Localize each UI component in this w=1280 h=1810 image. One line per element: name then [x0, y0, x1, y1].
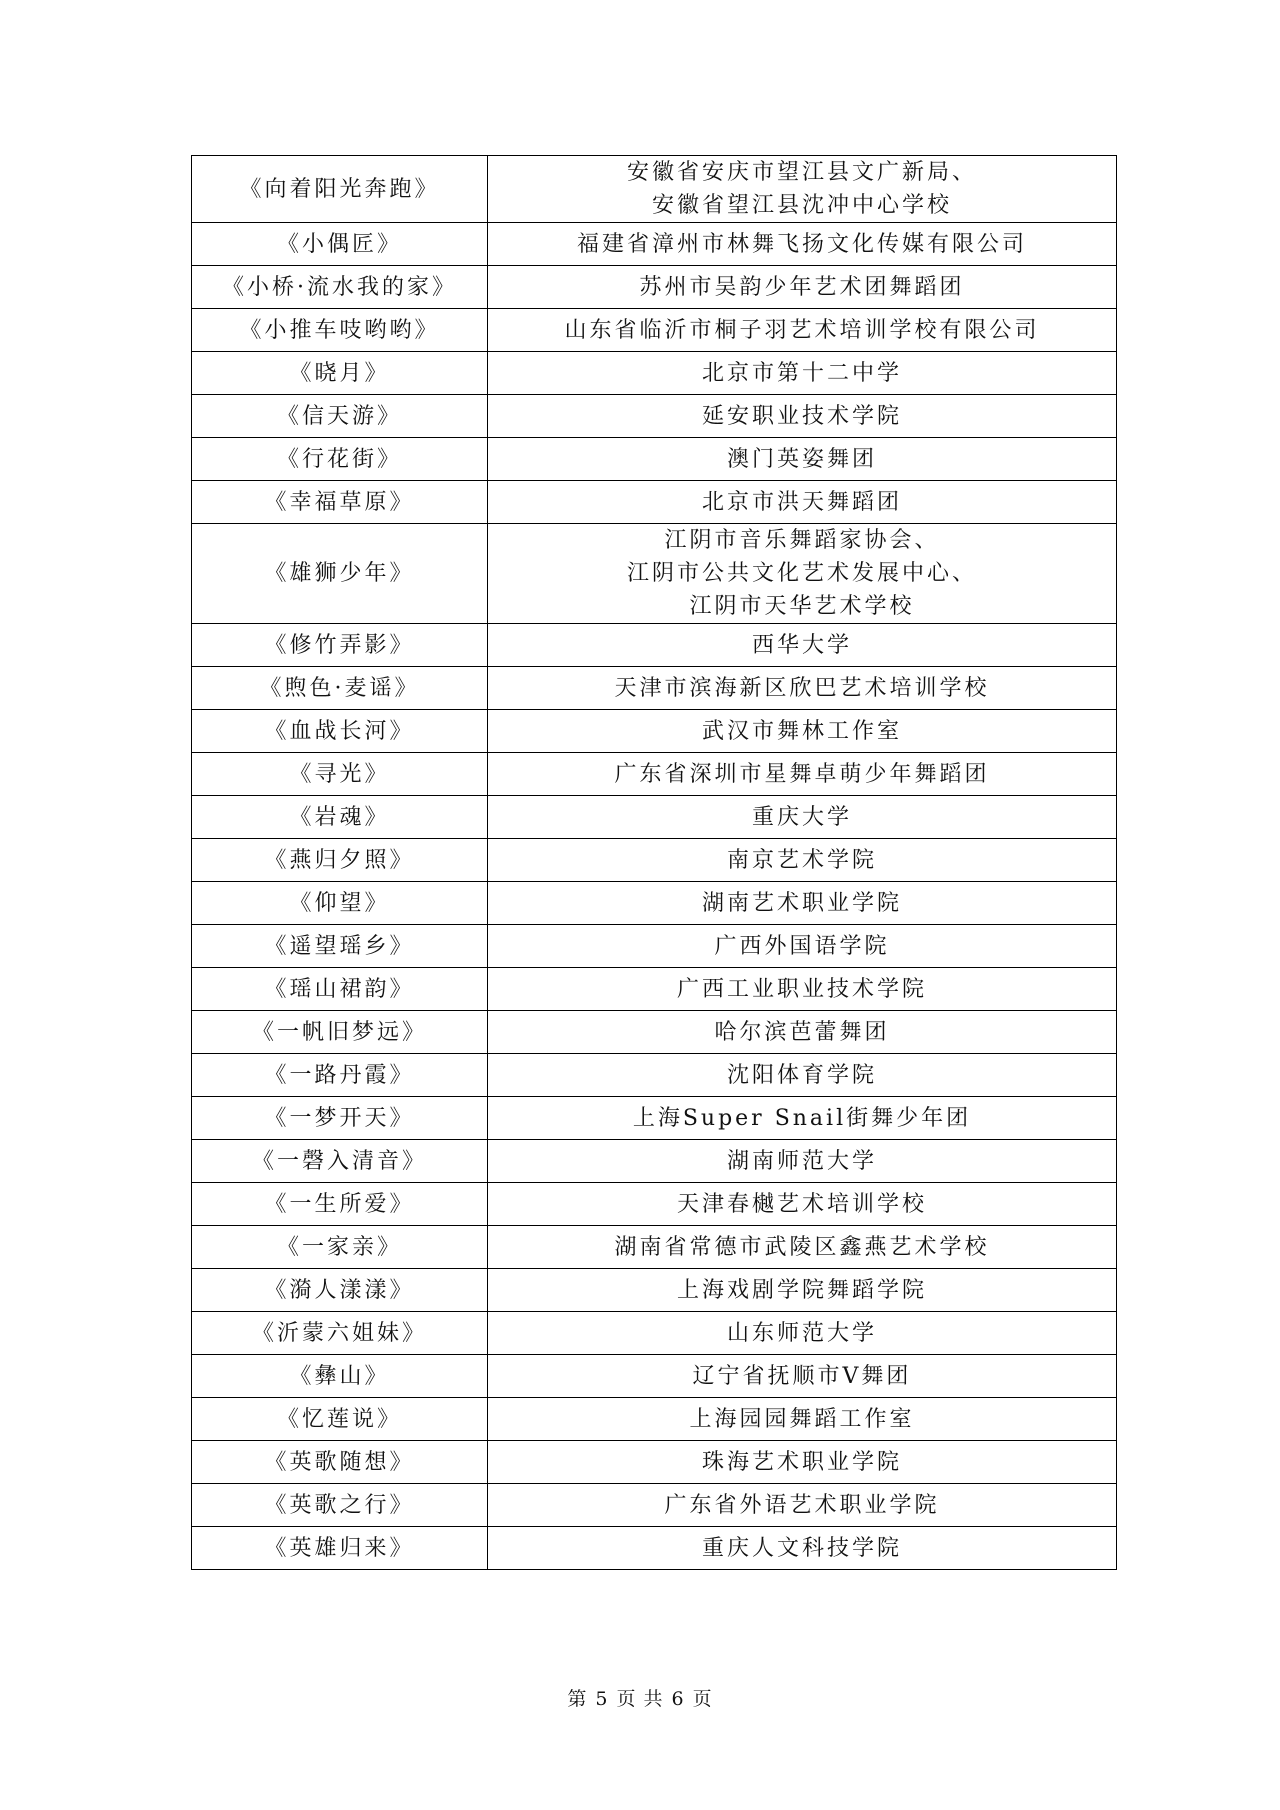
organization-name: 广西外国语学院: [714, 933, 890, 959]
organization-name: 澳门英姿舞团: [726, 446, 877, 472]
work-title-cell: 《小桥·流水我的家》: [192, 266, 488, 309]
organization-cell: [488, 1355, 1117, 1398]
organization-name: 珠海艺术职业学院: [701, 1449, 902, 1475]
organization-cell: [488, 710, 1117, 753]
table-row: [192, 266, 1117, 309]
table-row: [192, 352, 1117, 395]
organization-cell: [488, 1140, 1117, 1183]
organization-cell: [488, 309, 1117, 352]
table-row: [192, 223, 1117, 266]
organization-cell: [488, 882, 1117, 925]
works-table-body: [192, 156, 1117, 1570]
table-row: [192, 1011, 1117, 1054]
organization-cell: [488, 839, 1117, 882]
table-row: [192, 395, 1117, 438]
organization-cell: [488, 1011, 1117, 1054]
organization-name: 安徽省安庆市望江县文广新局、: [626, 160, 977, 185]
table-row: [192, 753, 1117, 796]
organization-cell: [488, 667, 1117, 710]
organization-name: 安徽省望江县沈冲中心学校: [651, 193, 952, 218]
organization-name: 沈阳体育学院: [726, 1062, 877, 1088]
organization-name: 广西工业职业技术学院: [676, 976, 927, 1002]
organization-name: 湖南省常德市武陵区鑫燕艺术学校: [614, 1234, 990, 1260]
organization-name: 苏州市吴韵少年艺术团舞蹈团: [639, 274, 965, 300]
work-title-cell: 《忆莲说》: [192, 1398, 488, 1441]
work-title-cell: 《一磬入清音》: [192, 1140, 488, 1183]
organization-cell: [488, 624, 1117, 667]
organization-cell: [488, 438, 1117, 481]
work-title-cell: 《一梦开天》: [192, 1097, 488, 1140]
footer-suffix: 页: [692, 1688, 713, 1710]
table-row: [192, 438, 1117, 481]
organization-name: 上海戏剧学院舞蹈学院: [676, 1277, 927, 1303]
work-title-cell: 《英雄归来》: [192, 1527, 488, 1570]
organization-name: 天津春樾艺术培训学校: [676, 1191, 927, 1217]
table-row: [192, 1140, 1117, 1183]
organization-name: 江阴市天华艺术学校: [689, 594, 915, 619]
work-title-cell: 《雄狮少年》: [192, 524, 488, 624]
work-title-cell: 《彝山》: [192, 1355, 488, 1398]
organization-cell: [488, 1269, 1117, 1312]
organization-cell: [488, 1183, 1117, 1226]
work-title-cell: 《修竹弄影》: [192, 624, 488, 667]
table-row: [192, 1097, 1117, 1140]
organization-cell: [488, 925, 1117, 968]
work-title-cell: 《一帆旧梦远》: [192, 1011, 488, 1054]
organization-name: 北京市洪天舞蹈团: [701, 489, 902, 515]
table-row: [192, 309, 1117, 352]
work-title-cell: 《小偶匠》: [192, 223, 488, 266]
organization-name: 湖南艺术职业学院: [701, 890, 902, 916]
organization-name: 山东师范大学: [726, 1320, 877, 1346]
organization-name: 上海园园舞蹈工作室: [689, 1406, 915, 1432]
organization-name: 哈尔滨芭蕾舞团: [714, 1019, 890, 1045]
organization-name: 西华大学: [751, 632, 852, 658]
table-row: [192, 1398, 1117, 1441]
organization-cell: [488, 1054, 1117, 1097]
organization-cell: [488, 524, 1117, 624]
footer-total-pages: 6: [671, 1688, 685, 1710]
work-title-cell: 《沂蒙六姐妹》: [192, 1312, 488, 1355]
table-row: [192, 710, 1117, 753]
table-row: [192, 1183, 1117, 1226]
table-row: [192, 1269, 1117, 1312]
footer-prefix: 第: [567, 1688, 588, 1710]
work-title-cell: 《瑶山裙韵》: [192, 968, 488, 1011]
footer-middle: 页 共: [616, 1688, 664, 1710]
work-title-cell: 《行花街》: [192, 438, 488, 481]
table-row: [192, 796, 1117, 839]
organization-name: 广东省深圳市星舞卓萌少年舞蹈团: [614, 761, 990, 787]
organization-name: 江阴市音乐舞蹈家协会、: [664, 528, 940, 553]
organization-cell: [488, 1312, 1117, 1355]
organization-name: 福建省漳州市林舞飞扬文化传媒有限公司: [576, 231, 1027, 257]
table-row: [192, 839, 1117, 882]
organization-name: 天津市滨海新区欣巴艺术培训学校: [614, 675, 990, 701]
footer-current-page: 5: [595, 1688, 609, 1710]
organization-cell: [488, 352, 1117, 395]
table-row: [192, 524, 1117, 624]
organization-cell: [488, 1398, 1117, 1441]
table-row: [192, 882, 1117, 925]
work-title-cell: 《仰望》: [192, 882, 488, 925]
table-row: [192, 1226, 1117, 1269]
work-title-cell: 《英歌之行》: [192, 1484, 488, 1527]
work-title-cell: 《幸福草原》: [192, 481, 488, 524]
table-row: [192, 156, 1117, 223]
organization-cell: [488, 481, 1117, 524]
organization-name: 辽宁省抚顺市V舞团: [692, 1363, 912, 1389]
work-title-cell: 《小推车吱哟哟》: [192, 309, 488, 352]
work-title-cell: 《遥望瑶乡》: [192, 925, 488, 968]
table-row: [192, 1355, 1117, 1398]
works-table: [191, 155, 1117, 1570]
work-title-cell: 《一生所爱》: [192, 1183, 488, 1226]
work-title-cell: 《英歌随想》: [192, 1441, 488, 1484]
table-row: [192, 968, 1117, 1011]
table-row: [192, 925, 1117, 968]
organization-cell: [488, 395, 1117, 438]
organization-cell: [488, 968, 1117, 1011]
organization-name: 湖南师范大学: [726, 1148, 877, 1174]
organization-name: 江阴市公共文化艺术发展中心、: [626, 561, 977, 586]
organization-cell: [488, 1441, 1117, 1484]
table-row: [192, 667, 1117, 710]
organization-name: 山东省临沂市桐子羽艺术培训学校有限公司: [564, 317, 1040, 343]
work-title-cell: 《向着阳光奔跑》: [192, 156, 488, 223]
organization-cell: [488, 156, 1117, 223]
organization-cell: [488, 753, 1117, 796]
organization-cell: [488, 1226, 1117, 1269]
table-row: [192, 1312, 1117, 1355]
table-row: [192, 624, 1117, 667]
work-title-cell: 《信天游》: [192, 395, 488, 438]
work-title-cell: 《岩魂》: [192, 796, 488, 839]
work-title-cell: 《一路丹霞》: [192, 1054, 488, 1097]
organization-cell: [488, 1097, 1117, 1140]
page-footer: [0, 1684, 1280, 1711]
organization-name: 重庆大学: [751, 804, 852, 830]
work-title-cell: 《漪人漾漾》: [192, 1269, 488, 1312]
organization-name: 北京市第十二中学: [701, 360, 902, 386]
work-title-cell: 《寻光》: [192, 753, 488, 796]
organization-name: 上海Super Snail街舞少年团: [632, 1105, 972, 1131]
table-row: [192, 1441, 1117, 1484]
organization-cell: [488, 1527, 1117, 1570]
work-title-cell: 《燕归夕照》: [192, 839, 488, 882]
organization-name: 广东省外语艺术职业学院: [664, 1492, 940, 1518]
organization-name: 重庆人文科技学院: [701, 1535, 902, 1561]
table-row: [192, 1484, 1117, 1527]
organization-cell: [488, 223, 1117, 266]
organization-cell: [488, 1484, 1117, 1527]
table-row: [192, 1054, 1117, 1097]
table-row: [192, 481, 1117, 524]
organization-cell: [488, 266, 1117, 309]
table-row: [192, 1527, 1117, 1570]
work-title-cell: 《煦色·麦谣》: [192, 667, 488, 710]
work-title-cell: 《晓月》: [192, 352, 488, 395]
organization-name: 武汉市舞林工作室: [701, 718, 902, 744]
organization-name: 延安职业技术学院: [701, 403, 902, 429]
work-title-cell: 《一家亲》: [192, 1226, 488, 1269]
organization-name: 南京艺术学院: [726, 847, 877, 873]
work-title-cell: 《血战长河》: [192, 710, 488, 753]
organization-cell: [488, 796, 1117, 839]
